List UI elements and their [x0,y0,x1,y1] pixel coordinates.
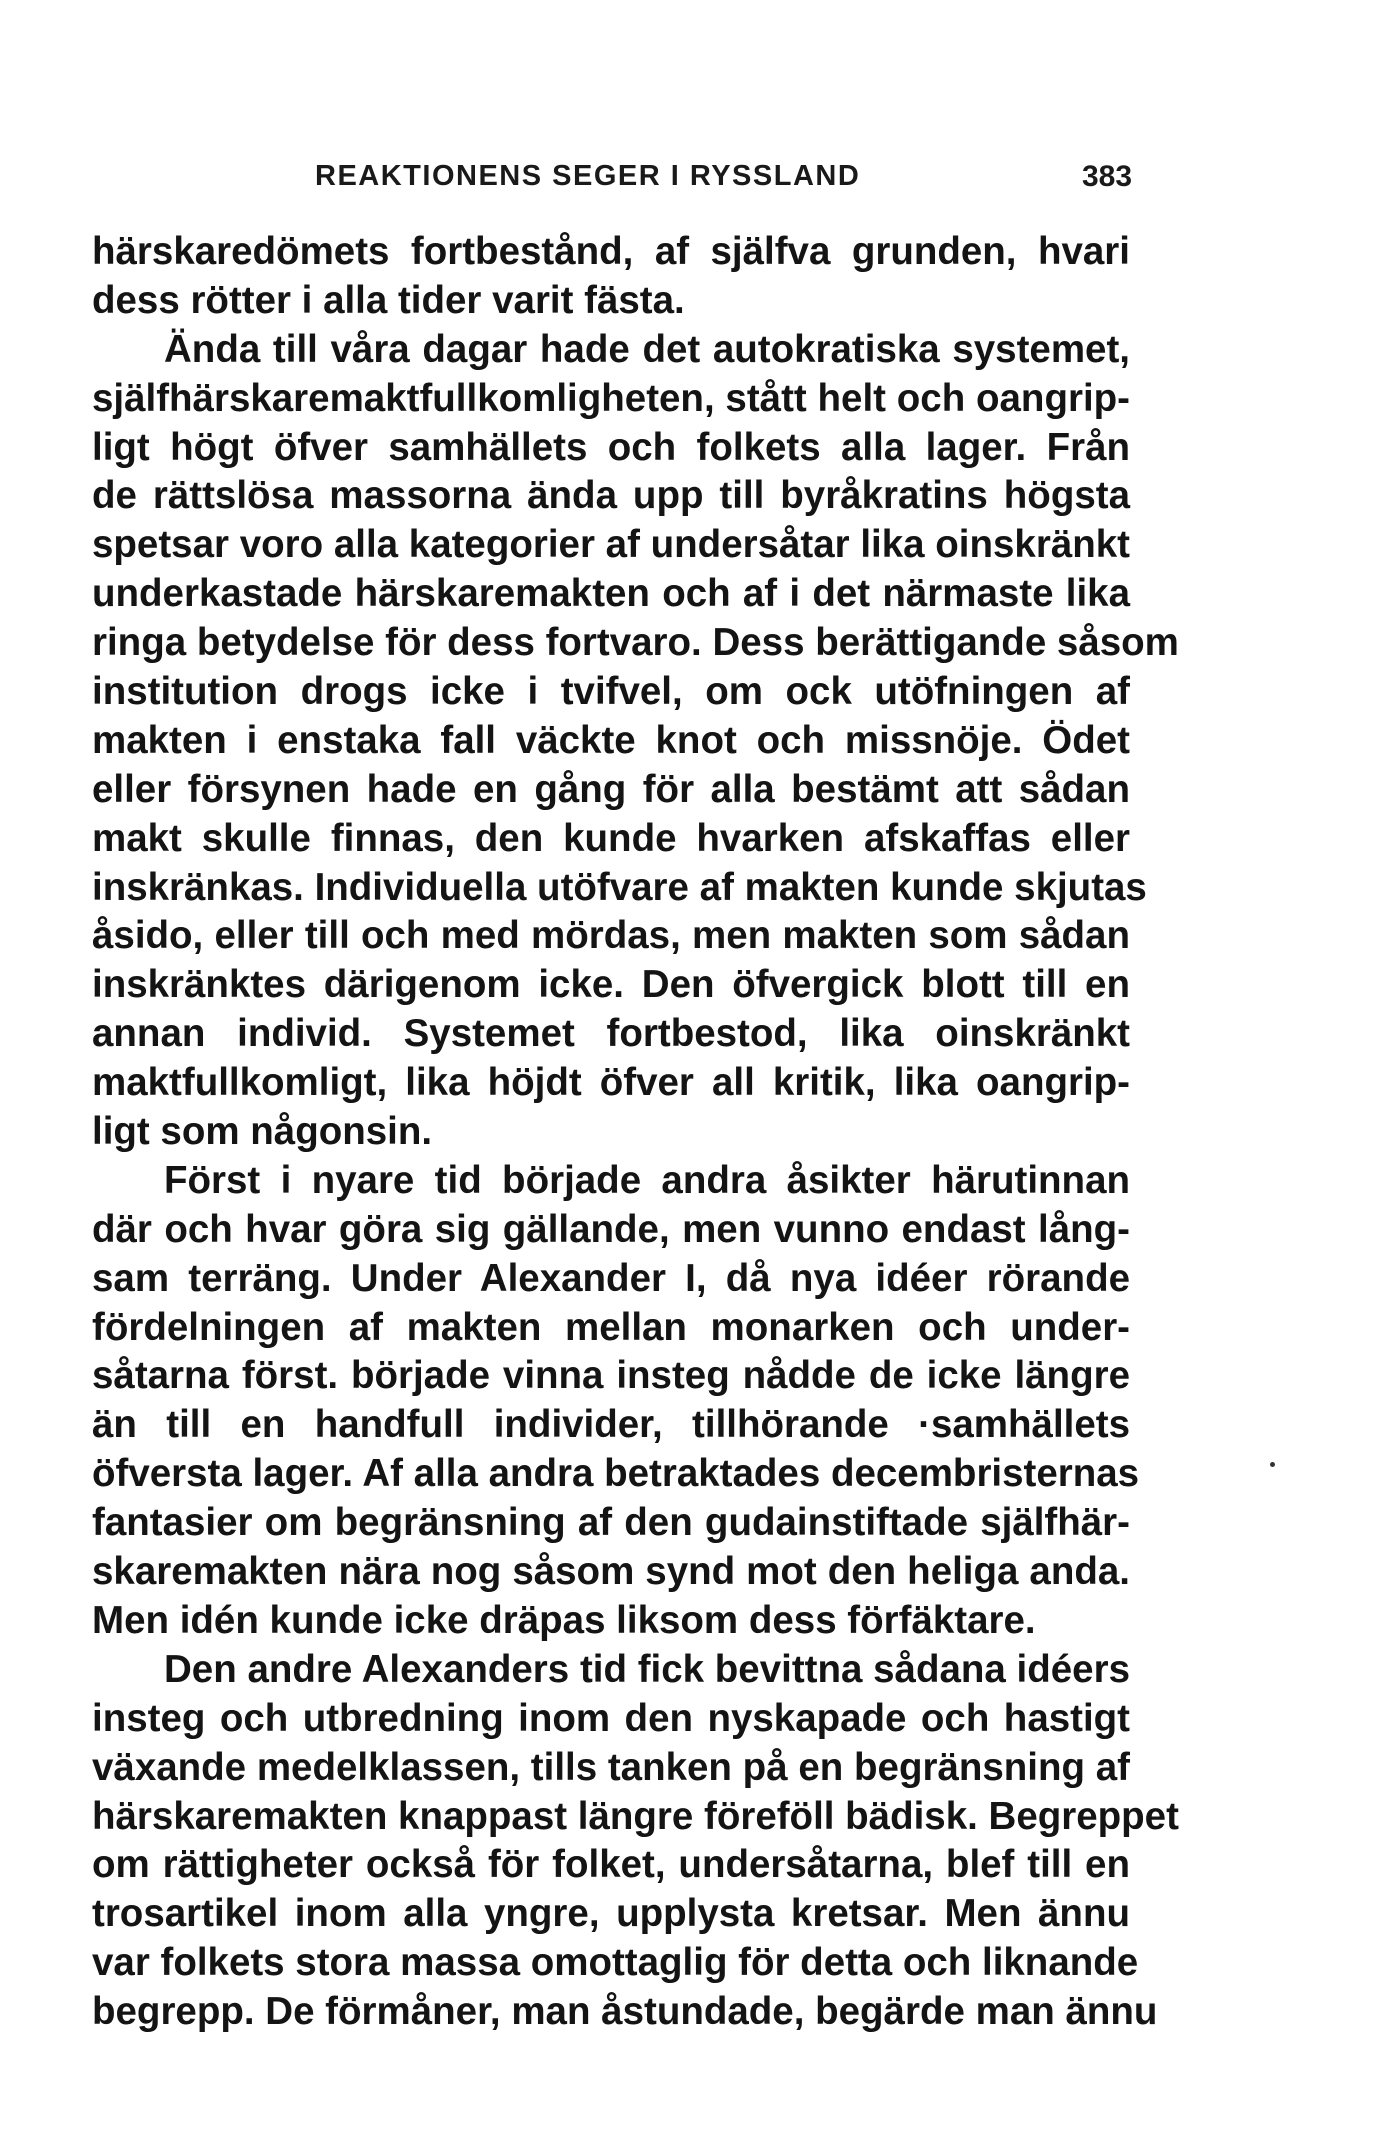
text-line: de rättslösa massorna ända upp till byråkratins högsta [92,474,1130,518]
paragraph-start-line: Den andre Alexanders tid fick bevittna sådana idéers [164,1647,1130,1691]
text-line: eller försynen hade en gång för alla bestämt att sådan [92,767,1130,811]
print-speck [1270,1462,1275,1467]
text-line: begrepp. De förmåner, man åstundade, begärde man ännu [92,1990,1158,2034]
text-line: skaremakten nära nog såsom synd mot den heliga anda. [92,1550,1130,1594]
text-line: sam terräng. Under Alexander I, då nya idéer rörande [92,1256,1130,1300]
body-text [92,228,1179,2037]
running-head [0,160,1400,200]
text-line: åsido, eller till och med mördas, men makten som sådan [92,914,1130,958]
page-number: 383 [1082,160,1133,193]
text-line: fantasier om begränsning af den gudainstiftade själfhär- [92,1501,1130,1545]
text-line: härskaredömets fortbestånd, af själfva grunden, hvari [92,230,1130,273]
text-line: inskränktes därigenom icke. Den öfvergick blott till en [92,963,1130,1007]
text-line: maktfullkomligt, lika höjdt öfver all kritik, lika oangrip- [92,1061,1130,1105]
text-line: öfversta lager. Af alla andra betraktades decembristernas [92,1452,1140,1496]
text-line: dess rötter i alla tider varit fästa. [92,278,685,322]
text-line: makt skulle finnas, den kunde hvarken afskaffas eller [92,816,1130,860]
text-line: växande medelklassen, tills tanken på en begränsning af [92,1745,1130,1789]
text-line: ringa betydelse för dess fortvaro. Dess berättigande såsom [92,621,1179,665]
text-line: fördelningen af makten mellan monarken och under- [92,1305,1130,1349]
text-line: där och hvar göra sig gällande, men vunno endast lång- [92,1207,1130,1251]
text-line: underkastade härskaremakten och af i det närmaste lika [92,572,1130,616]
text-line: ligt högt öfver samhällets och folkets alla lager. Från [92,425,1130,469]
text-line: makten i enstaka fall väckte knot och missnöje. Ödet [92,718,1130,762]
running-title: REAKTIONENS SEGER I RYSSLAND [315,160,861,192]
text-line: var folkets stora massa omottaglig för detta och liknande [92,1941,1139,1985]
text-line: inskränkas. Individuella utöfvare af makten kunde skjutas [92,865,1147,909]
paragraph-start-line: Ända till våra dagar hade det autokratiska systemet, [164,327,1130,371]
text-line: såtarna först. började vinna insteg nådde de icke längre [92,1354,1130,1398]
text-line: om rättigheter också för folket, undersåtarna, blef till en [92,1843,1130,1887]
text-line: trosartikel inom alla yngre, upplysta kretsar. Men ännu [92,1892,1130,1936]
text-line: spetsar voro alla kategorier af undersåtar lika oinskränkt [92,523,1130,567]
text-line: Men idén kunde icke dräpas liksom dess förfäktare. [92,1598,1036,1642]
text-line: än till en handfull individer, tillhörande ·samhällets [92,1403,1130,1447]
text-line: härskaremakten knappast längre föreföll bädisk. Begreppet [92,1794,1179,1838]
text-line: själfhärskaremaktfullkomligheten, stått helt och oangrip- [92,376,1130,420]
text-line: ligt som någonsin. [92,1110,433,1154]
text-line: institution drogs icke i tvifvel, om ock utöfningen af [92,670,1130,714]
text-line: insteg och utbredning inom den nyskapade och hastigt [92,1696,1130,1740]
text-line: annan individ. Systemet fortbestod, lika oinskränkt [92,1012,1130,1056]
paragraph-start-line: Först i nyare tid började andra åsikter härutinnan [164,1158,1130,1202]
